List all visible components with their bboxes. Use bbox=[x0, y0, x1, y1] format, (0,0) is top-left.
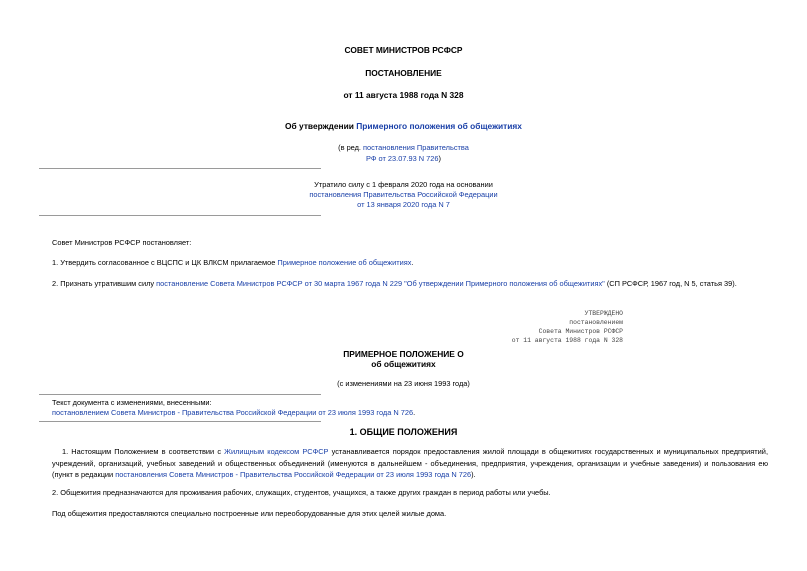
doc-type-heading: ПОСТАНОВЛЕНИЕ bbox=[365, 68, 442, 78]
changes-note: Текст документа с изменениями, внесенными: bbox=[52, 398, 212, 407]
p1-link-decree[interactable]: постановления Совета Министров - Правительства Российской Федерации от 23 июля 1993 года N 726 bbox=[115, 470, 472, 479]
p1-middle: устанавливается порядок предоставления жилой площади в общежитиях государственных и муниципальных предприятий, учреждений, организаций, учебных заведений и общественных объединений (именуются в дальнейшем - объединения, предприятия, учреждения, организации и учебные заведения) и пользования ею (пункт в редакции bbox=[52, 447, 768, 479]
expired-line1: Утратило силу с 1 февраля 2020 года на основании bbox=[314, 180, 493, 189]
approval-line2: постановлением bbox=[569, 319, 623, 326]
edition-note-line1 bbox=[0, 143, 807, 152]
item-2-link[interactable]: постановление Совета Министров РСФСР от 30 марта 1967 года N 229 "Об утверждении Примерного положения об общежитиях" bbox=[156, 279, 605, 288]
edition-note-line2 bbox=[0, 154, 807, 163]
edition-suffix: ) bbox=[438, 154, 441, 163]
p1-prefix: 1. Настоящим Положением в соответствии с bbox=[62, 447, 225, 456]
edition-link-1[interactable]: постановления Правительства bbox=[363, 143, 469, 152]
paragraph-1 bbox=[52, 446, 768, 481]
regulation-subtitle: об общежитиях bbox=[371, 359, 436, 369]
expired-link-2[interactable]: от 13 января 2020 года N 7 bbox=[357, 200, 450, 209]
expired-link-1[interactable]: постановления Правительства Российской Федерации bbox=[309, 190, 498, 199]
regulation-changes: (с изменениями на 23 июня 1993 года) bbox=[337, 379, 470, 388]
paragraph-3: Под общежития предоставляются специально построенные или переоборудованные для этих целей жилые дома. bbox=[52, 509, 447, 518]
regulation-title: ПРИМЕРНОЕ ПОЛОЖЕНИЕ О bbox=[343, 349, 464, 359]
item-1-link[interactable]: Примерное положение об общежитиях bbox=[277, 258, 412, 267]
divider-top bbox=[39, 168, 321, 169]
doc-date-heading: от 11 августа 1988 года N 328 bbox=[343, 90, 464, 100]
paragraph-2: 2. Общежития предназначаются для проживания рабочих, служащих, студентов, учащихся, а также других граждан в период работы или учебы. bbox=[52, 488, 551, 497]
divider-section bbox=[39, 421, 321, 422]
doc-title bbox=[0, 121, 807, 131]
divider-changes bbox=[39, 394, 321, 395]
item-1-text: 1. Утвердить согласованное с ВЦСПС и ЦК ВЛКСМ прилагаемое bbox=[52, 258, 278, 267]
p1-link-housing-code[interactable]: Жилищным кодексом РСФСР bbox=[224, 447, 329, 456]
decree-intro: Совет Министров РСФСР постановляет: bbox=[52, 238, 192, 247]
approval-line3: Совета Министров РСФСР bbox=[538, 328, 623, 335]
divider-expired bbox=[39, 215, 321, 216]
p1-suffix: ). bbox=[471, 470, 476, 479]
changes-link-line bbox=[52, 408, 415, 417]
approval-block bbox=[512, 309, 623, 345]
changes-suffix: . bbox=[413, 408, 416, 417]
item-2-suffix: (СП РСФСР, 1967 год, N 5, статья 39). bbox=[604, 279, 737, 288]
item-2 bbox=[52, 279, 737, 288]
approval-line4: от 11 августа 1988 года N 328 bbox=[511, 337, 623, 344]
title-link[interactable]: Примерного положения об общежитиях bbox=[356, 121, 522, 131]
section-1-heading: 1. ОБЩИЕ ПОЛОЖЕНИЯ bbox=[349, 427, 458, 437]
item-2-text: 2. Признать утратившим силу bbox=[52, 279, 157, 288]
approval-line1: УТВЕРЖДЕНО bbox=[584, 310, 623, 317]
edition-prefix: (в ред. bbox=[338, 143, 364, 152]
council-heading: СОВЕТ МИНИСТРОВ РСФСР bbox=[344, 45, 463, 55]
item-1 bbox=[52, 258, 414, 267]
edition-link-2[interactable]: РФ от 23.07.93 N 726 bbox=[366, 154, 439, 163]
item-1-suffix: . bbox=[411, 258, 414, 267]
title-prefix: Об утверждении bbox=[285, 121, 357, 131]
changes-link[interactable]: постановлением Совета Министров - Правительства Российской Федерации от 23 июля 1993 года N 726 bbox=[52, 408, 414, 417]
